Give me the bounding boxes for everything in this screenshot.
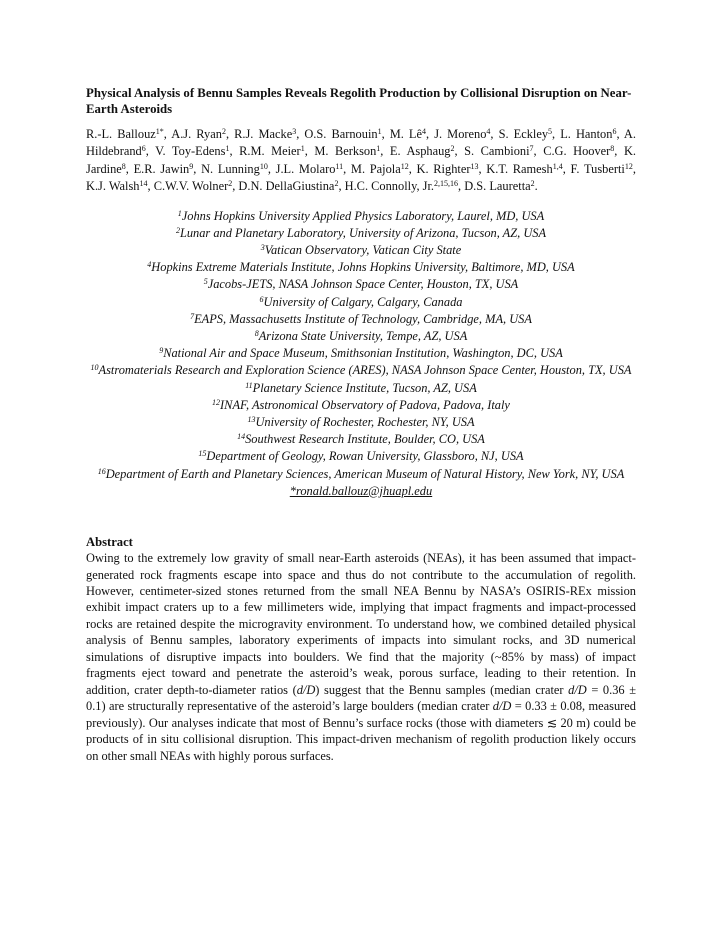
affiliation-text: EAPS, Massachusetts Institute of Technology, Cambridge, MA, USA: [194, 311, 532, 326]
author-affiliation-mark: 2: [228, 179, 233, 189]
author: N. Lunning: [201, 161, 260, 176]
author: E.R. Jawin: [133, 161, 190, 176]
affiliation: [86, 345, 636, 362]
author-affiliation-mark: 1: [377, 127, 382, 136]
author: S. Eckley: [498, 127, 549, 141]
author-affiliation-mark: 7: [529, 144, 534, 154]
affiliation-text: Arizona State University, Tempe, AZ, USA: [258, 329, 468, 344]
affiliation: [86, 362, 636, 379]
affiliation: [86, 208, 636, 225]
affiliation-text: Johns Hopkins University Applied Physics Laboratory, Laurel, MD, USA: [181, 208, 545, 223]
author-affiliation-mark: 3: [292, 127, 297, 136]
author: F. Tusberti: [570, 161, 625, 176]
author: R.M. Meier: [239, 144, 301, 159]
author-affiliation-mark: 2,15,16: [434, 179, 459, 189]
affiliation-text: Jacobs-JETS, NASA Johnson Space Center, Houston, TX, USA: [207, 277, 519, 292]
affiliation-text: Vatican Observatory, Vatican City State: [264, 243, 462, 258]
paper-title: Physical Analysis of Bennu Samples Reveals Regolith Production by Collisional Disruption on Near-Earth Asteroids: [86, 86, 632, 116]
affiliation-number: 16: [97, 466, 106, 476]
author-affiliation-mark: 8: [610, 144, 615, 154]
author-affiliation-mark: 14: [139, 179, 148, 189]
affiliation-number: 5: [203, 277, 208, 287]
author: J.L. Molaro: [275, 161, 336, 176]
affiliation: [86, 311, 636, 328]
affiliation-text: Southwest Research Institute, Boulder, CO, USA: [245, 432, 485, 447]
affiliation-number: 9: [159, 346, 164, 356]
affiliation-number: 1: [177, 208, 182, 218]
author-affiliation-mark: 10: [259, 161, 268, 171]
author: A.J. Ryan: [171, 127, 222, 141]
author-affiliation-mark: 9: [189, 161, 194, 171]
affiliation-text: National Air and Space Museum, Smithsonian Institution, Washington, DC, USA: [163, 346, 563, 361]
author-affiliation-mark: 12: [624, 161, 633, 171]
affiliation-list: [86, 208, 636, 483]
abstract-segment: = 0.36 ± 0.1) are structurally representative of the asteroid’s large boulders (median crater: [86, 682, 636, 714]
affiliation: [86, 328, 636, 345]
affiliation-text: Hopkins Extreme Materials Institute, Johns Hopkins University, Baltimore, MD, USA: [151, 260, 575, 275]
author: K.J. Walsh: [86, 179, 140, 194]
author: C.W.V. Wolner: [153, 179, 229, 194]
affiliation: [86, 225, 636, 242]
abstract-italic-term: d/D: [492, 699, 512, 714]
affiliation-number: 11: [245, 380, 253, 390]
author: H.C. Connolly, Jr.: [344, 179, 435, 194]
author-affiliation-mark: 1: [300, 144, 305, 154]
affiliation-number: 13: [247, 415, 256, 425]
author: K. Jardine: [86, 144, 636, 176]
affiliation-number: 3: [260, 243, 265, 253]
author-affiliation-mark: 5: [548, 127, 553, 136]
affiliation-text: Lunar and Planetary Laboratory, University of Arizona, Tucson, AZ, USA: [179, 225, 547, 240]
author: M. Pajola: [350, 161, 401, 176]
affiliation-text: INAF, Astronomical Observatory of Padova, Padova, Italy: [220, 397, 510, 412]
affiliation-number: 10: [90, 363, 99, 373]
author: M. Lê: [389, 127, 423, 141]
affiliation: [86, 294, 636, 311]
affiliation-number: 12: [212, 397, 221, 407]
affiliation: [86, 380, 636, 397]
corresponding-email[interactable]: *ronald.ballouz@jhuapl.edu: [289, 483, 433, 498]
affiliation-number: 8: [254, 329, 259, 339]
affiliation: [86, 431, 636, 448]
author: D.S. Lauretta: [464, 179, 531, 194]
author-affiliation-mark: 8: [121, 161, 126, 171]
affiliation-number: 4: [147, 260, 152, 270]
author: S. Cambioni: [464, 144, 530, 159]
author-affiliation-mark: 6: [141, 144, 146, 154]
author: R.J. Macke: [234, 127, 293, 141]
author-affiliation-mark: 13: [470, 161, 479, 171]
affiliation: [86, 414, 636, 431]
author-affiliation-mark: 6: [612, 127, 617, 136]
abstract-segment: ) suggest that the Bennu samples (median crater: [315, 682, 569, 697]
affiliation-text: University of Calgary, Calgary, Canada: [263, 294, 463, 309]
author-list: R.-L. Ballouz$^{1*}$, A.J. Ryan$^2$, R.J. Macke$^3$, O.S. Barnouin$^1$, M. $Lê^4$, J. Moreno$^4$, S. Eckley$^5$, L. Hanton$^6$, A. Hildebrand$^6$, V. Toy-Edens$^1$, R.M. Meier$^1$, M. Berkson$^1$, E. Asphaug$^2$, S. Cambioni$^7$, C.G. Hoover$^8$, K. Jardine$^8$, E.R. Jawin$^9$, N. Lunning$^{10}$, J.L. Molaro$^{11}$, M. Pajola$^{12}$, K. Righter$^{13}$, K.T. Ramesh$^{1,4}$, F. Tusberti$^{12}$, K.J. Walsh$^{14}$, C.W.V. Wolner$^2$, D.N. DellaGiustina$^2$, H.C. Connolly, Jr.$^{2,15,16}$, D.S. Lauretta$^2$.: [86, 127, 636, 194]
author: A. Hildebrand: [86, 127, 636, 159]
author: O.S. Barnouin: [304, 127, 378, 141]
author-affiliation-mark: 11: [335, 161, 344, 171]
author: E. Asphaug: [389, 144, 451, 159]
author: V. Toy-Edens: [155, 144, 226, 159]
abstract-segment: Owing to the extremely low gravity of small near-Earth asteroids (NEAs), it has been assumed that impact-generated rock fragments escape into space and thus do not contribute to the accumulation of regolith. However, centimeter-sized stones returned from the small NEA Bennu by NASA’s OSIRIS-REx mission exhibit impact craters up to a few millimeters wide, implying that impact fragments and impact-processed rocks are retained despite the microgravity environment. To understand how, we combined detailed physical analysis of Bennu samples, laboratory experiments of impacts into simulant rocks, and 3D numerical simulations of disruptive impacts into boulders. We find that the majority (~85% by mass) of impact fragments eject toward and penetrate the asteroid’s weak, porous surface, leading to their retention. In addition, crater depth-to-diameter ratios (: [86, 551, 636, 697]
affiliation-text: Department of Earth and Planetary Sciences, American Museum of Natural History, New York, NY, USA: [105, 466, 625, 481]
author-affiliation-mark: 1,4: [552, 161, 563, 171]
author-affiliation-mark: 2: [450, 144, 455, 154]
affiliation-text: University of Rochester, Rochester, NY, USA: [255, 415, 475, 430]
author: K. Righter: [416, 161, 471, 176]
author-affiliation-mark: 1: [225, 144, 230, 154]
author: C.G. Hoover: [543, 144, 611, 159]
abstract-heading: Abstract: [86, 535, 133, 550]
affiliation: [86, 448, 636, 465]
author: J. Moreno: [434, 127, 487, 141]
affiliation-number: 2: [175, 225, 180, 235]
author: M. Berkson: [314, 144, 377, 159]
author-affiliation-mark: 2: [221, 127, 226, 136]
affiliation: [86, 397, 636, 414]
affiliation-text: Planetary Science Institute, Tucson, AZ, USA: [252, 380, 477, 395]
author-affiliation-mark: 2: [530, 179, 535, 189]
affiliation-text: Astromaterials Research and Exploration Science (ARES), NASA Johnson Space Center, Houston, TX, USA: [98, 363, 632, 378]
abstract-text: [86, 550, 636, 764]
paper-page: [86, 85, 636, 764]
author-affiliation-mark: 12: [400, 161, 409, 171]
author-affiliation-mark: 1: [376, 144, 381, 154]
author-affiliation-mark: 4: [486, 127, 491, 136]
abstract-italic-term: d/D: [296, 682, 316, 697]
affiliation-number: 7: [190, 311, 195, 321]
abstract-segment: = 0.33 ± 0.08, measured previously). Our analyses indicate that most of Bennu’s surface rocks (those with diameters ≲ 20 m) could be products of in situ collisional disruption. This impact-driven mechanism of regolith production likely occurs on other small NEAs with highly porous surfaces.: [86, 699, 636, 763]
affiliation: [86, 466, 636, 483]
author: L. Hanton: [560, 127, 613, 141]
affiliation-number: 14: [237, 432, 246, 442]
author: K.T. Ramesh: [486, 161, 553, 176]
author: R.-L. Ballouz: [86, 127, 156, 141]
affiliation-text: Department of Geology, Rowan University, Glassboro, NJ, USA: [206, 449, 524, 464]
author-affiliation-mark: 4: [422, 127, 427, 136]
author-affiliation-mark: 2: [334, 179, 339, 189]
affiliation: [86, 242, 636, 259]
abstract-italic-term: d/D: [568, 682, 587, 697]
affiliation-number: 6: [259, 294, 264, 304]
author-affiliation-mark: 1*: [155, 127, 164, 136]
affiliation: [86, 259, 636, 276]
author: D.N. DellaGiustina: [238, 179, 335, 194]
affiliation: [86, 276, 636, 293]
affiliation-number: 15: [198, 449, 207, 459]
